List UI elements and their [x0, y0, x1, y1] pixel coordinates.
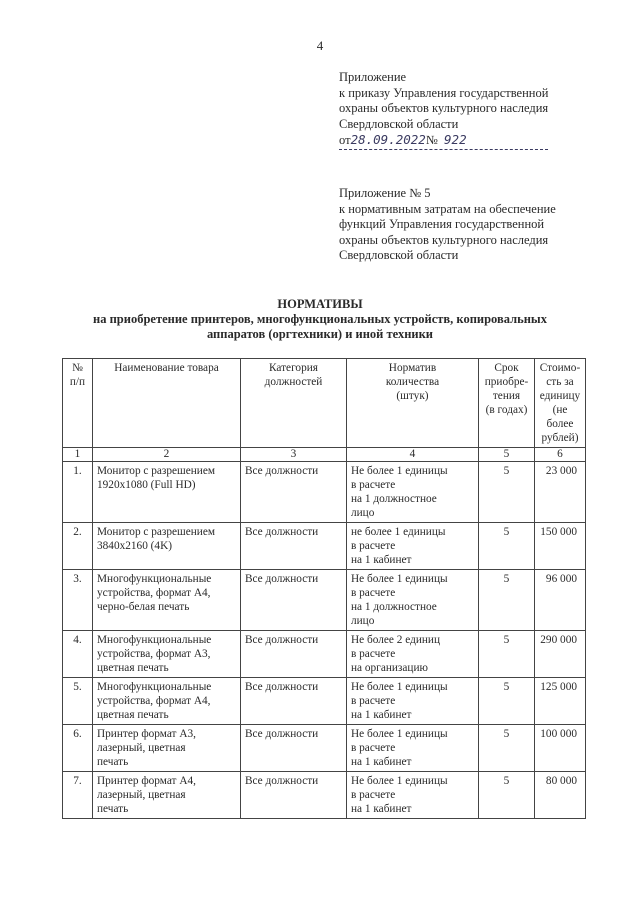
cost-cell: 150 000 — [535, 523, 586, 570]
table-row — [63, 772, 586, 819]
appendix-line: охраны объектов культурного наследия — [339, 232, 549, 247]
order-no-label: № — [425, 133, 438, 147]
appendix-line: к нормативным затратам на обеспечение — [339, 201, 556, 216]
document-title: НОРМАТИВЫ — [277, 297, 363, 311]
cost-cell: 125 000 — [535, 678, 586, 725]
category-cell: Все должности — [241, 523, 347, 570]
cost-cell: 290 000 — [535, 631, 586, 678]
column-number: 2 — [93, 448, 241, 462]
header-cell: Норматив количества (штук) — [347, 359, 479, 448]
order-date: 28.09.2022 — [350, 132, 426, 147]
appendix-line: Свердловской области — [339, 116, 459, 131]
appendix-order-block — [339, 70, 548, 150]
column-number: 3 — [241, 448, 347, 462]
norm-quantity-cell: Не более 2 единиц в расчете на организацию — [347, 631, 479, 678]
column-number: 1 — [63, 448, 93, 462]
page-number: 4 — [316, 38, 324, 53]
appendix-line: охраны объектов культурного наследия — [339, 101, 549, 115]
term-cell: 5 — [479, 570, 535, 631]
appendix-5-block — [339, 186, 556, 264]
header-cell: Стоимо- сть за единицу (не более рублей) — [535, 359, 586, 448]
cost-cell: 80 000 — [535, 772, 586, 819]
row-number-cell: 7. — [63, 772, 93, 819]
appendix-line: Свердловской области — [339, 248, 459, 262]
table-body — [63, 448, 586, 819]
norm-quantity-cell: Не более 1 единицы в расчете на 1 должностное лицо — [347, 462, 479, 523]
category-cell: Все должности — [241, 462, 347, 523]
norm-quantity-cell: Не более 1 единицы в расчете на 1 кабинет — [347, 678, 479, 725]
product-name-cell: Монитор с разрешением 3840х2160 (4K) — [93, 523, 241, 570]
column-number: 4 — [347, 448, 479, 462]
norm-quantity-cell: Не более 1 единицы в расчете на 1 кабинет — [347, 772, 479, 819]
row-number-cell: 5. — [63, 678, 93, 725]
category-cell: Все должности — [241, 678, 347, 725]
norm-quantity-cell: не более 1 единицы в расчете на 1 кабинет — [347, 523, 479, 570]
cost-cell: 96 000 — [535, 570, 586, 631]
table-row — [63, 631, 586, 678]
document-subtitle: на приобретение принтеров, многофункциональных устройств, копировальных — [93, 312, 547, 326]
row-number-cell: 4. — [63, 631, 93, 678]
term-cell: 5 — [479, 772, 535, 819]
header-cell: Категория должностей — [241, 359, 347, 448]
order-number: 922 — [444, 132, 467, 147]
term-cell: 5 — [479, 523, 535, 570]
table-row — [63, 725, 586, 772]
category-cell: Все должности — [241, 631, 347, 678]
category-cell: Все должности — [241, 570, 347, 631]
term-cell: 5 — [479, 462, 535, 523]
norms-table — [62, 358, 586, 819]
appendix-line: к приказу Управления государственной — [339, 85, 549, 100]
appendix-line: Приложение — [339, 70, 407, 84]
table-row — [63, 678, 586, 725]
appendix-line: функций Управления государственной — [339, 217, 545, 231]
cost-cell: 23 000 — [535, 462, 586, 523]
document-heading — [0, 297, 640, 342]
table-row — [63, 462, 586, 523]
term-cell: 5 — [479, 678, 535, 725]
norm-quantity-cell: Не более 1 единицы в расчете на 1 должностное лицо — [347, 570, 479, 631]
row-number-cell: 2. — [63, 523, 93, 570]
column-numbers-row — [63, 448, 586, 462]
product-name-cell: Многофункциональные устройства, формат А3, цветная печать — [93, 631, 241, 678]
product-name-cell: Принтер формат А3, лазерный, цветная печать — [93, 725, 241, 772]
row-number-cell: 6. — [63, 725, 93, 772]
table-row — [63, 570, 586, 631]
product-name-cell: Многофункциональные устройства, формат А4, черно-белая печать — [93, 570, 241, 631]
table-row — [63, 523, 586, 570]
cost-cell: 100 000 — [535, 725, 586, 772]
category-cell: Все должности — [241, 772, 347, 819]
header-cell: Наименование товара — [93, 359, 241, 448]
product-name-cell: Монитор с разрешением 1920х1080 (Full HD) — [93, 462, 241, 523]
document-subtitle: аппаратов (оргтехники) и иной техники — [206, 327, 434, 341]
order-prefix: от — [339, 133, 351, 147]
term-cell: 5 — [479, 631, 535, 678]
term-cell: 5 — [479, 725, 535, 772]
product-name-cell: Многофункциональные устройства, формат А4, цветная печать — [93, 678, 241, 725]
row-number-cell: 3. — [63, 570, 93, 631]
product-name-cell: Принтер формат А4, лазерный, цветная печать — [93, 772, 241, 819]
header-cell: № п/п — [63, 359, 93, 448]
norm-quantity-cell: Не более 1 единицы в расчете на 1 кабинет — [347, 725, 479, 772]
column-number: 6 — [535, 448, 586, 462]
table-header-row — [63, 359, 586, 448]
column-number: 5 — [479, 448, 535, 462]
appendix-line: Приложение № 5 — [339, 186, 431, 200]
order-date-number-line — [339, 132, 548, 150]
category-cell: Все должности — [241, 725, 347, 772]
header-cell: Срок приобре- тения (в годах) — [479, 359, 535, 448]
row-number-cell: 1. — [63, 462, 93, 523]
